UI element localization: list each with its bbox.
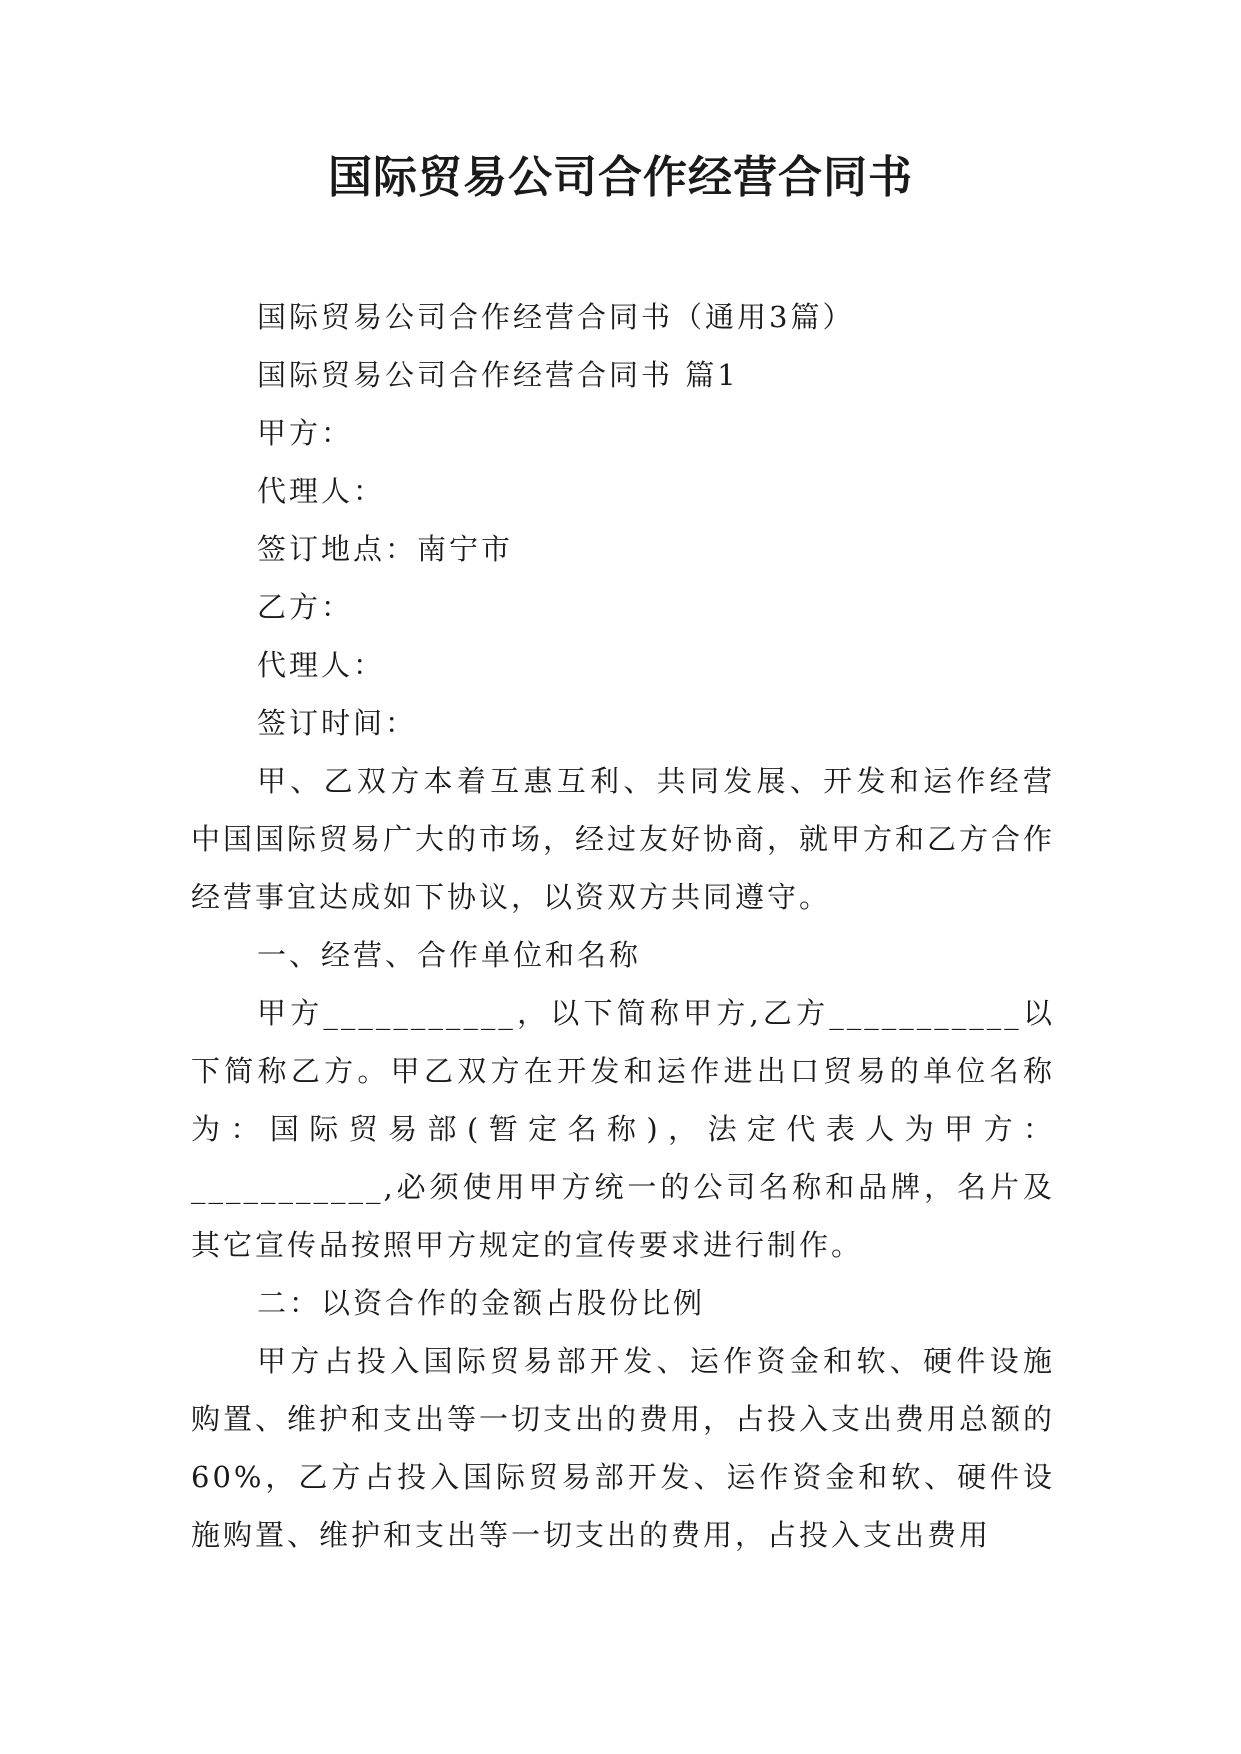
paragraph-preamble: 甲、乙双方本着互惠互利、共同发展、开发和运作经营中国国际贸易广大的市场，经过友好协商，就甲方和乙方合作经营事宜达成如下协议，以资双方共同遵守。 [191, 764, 1056, 914]
document-title: 国际贸易公司合作经营合同书 [328, 152, 913, 203]
paragraph-signing-time: 签订时间： [257, 706, 418, 740]
paragraph-agent-b: 代理人： [257, 648, 386, 682]
paragraph-clause-1-heading: 一、经营、合作单位和名称 [257, 938, 642, 972]
paragraph-clause-2-heading: 二：以资合作的金额占股份比例 [257, 1286, 706, 1320]
paragraph-party-b: 乙方： [257, 590, 354, 624]
paragraph-section-heading: 国际贸易公司合作经营合同书 篇1 [257, 358, 739, 392]
paragraph-clause-2-body: 甲方占投入国际贸易部开发、运作资金和软、硬件设施购置、维护和支出等一切支出的费用，占投入支出费用总额的60%，乙方占投入国际贸易部开发、运作资金和软、硬件设施购置、维护和支出等一切支出的费用，占投入支出费用 [191, 1344, 1056, 1552]
paragraph-signing-place: 签订地点：南宁市 [257, 532, 514, 566]
paragraph-agent-a: 代理人： [257, 474, 386, 508]
paragraph-clause-1-body: 甲方___________，以下简称甲方,乙方___________以下简称乙方。甲乙双方在开发和运作进出口贸易的单位名称为：国际贸易部(暂定名称)，法定代表人为甲方：___________,必须使用甲方统一的公司名称和品牌，名片及其它宣传品按照甲方规定的宣传要求进行制作。 [191, 996, 1055, 1262]
paragraph-subtitle: 国际贸易公司合作经营合同书（通用3篇） [257, 300, 855, 334]
document-body [191, 288, 1055, 1564]
paragraph-party-a: 甲方： [257, 416, 354, 450]
